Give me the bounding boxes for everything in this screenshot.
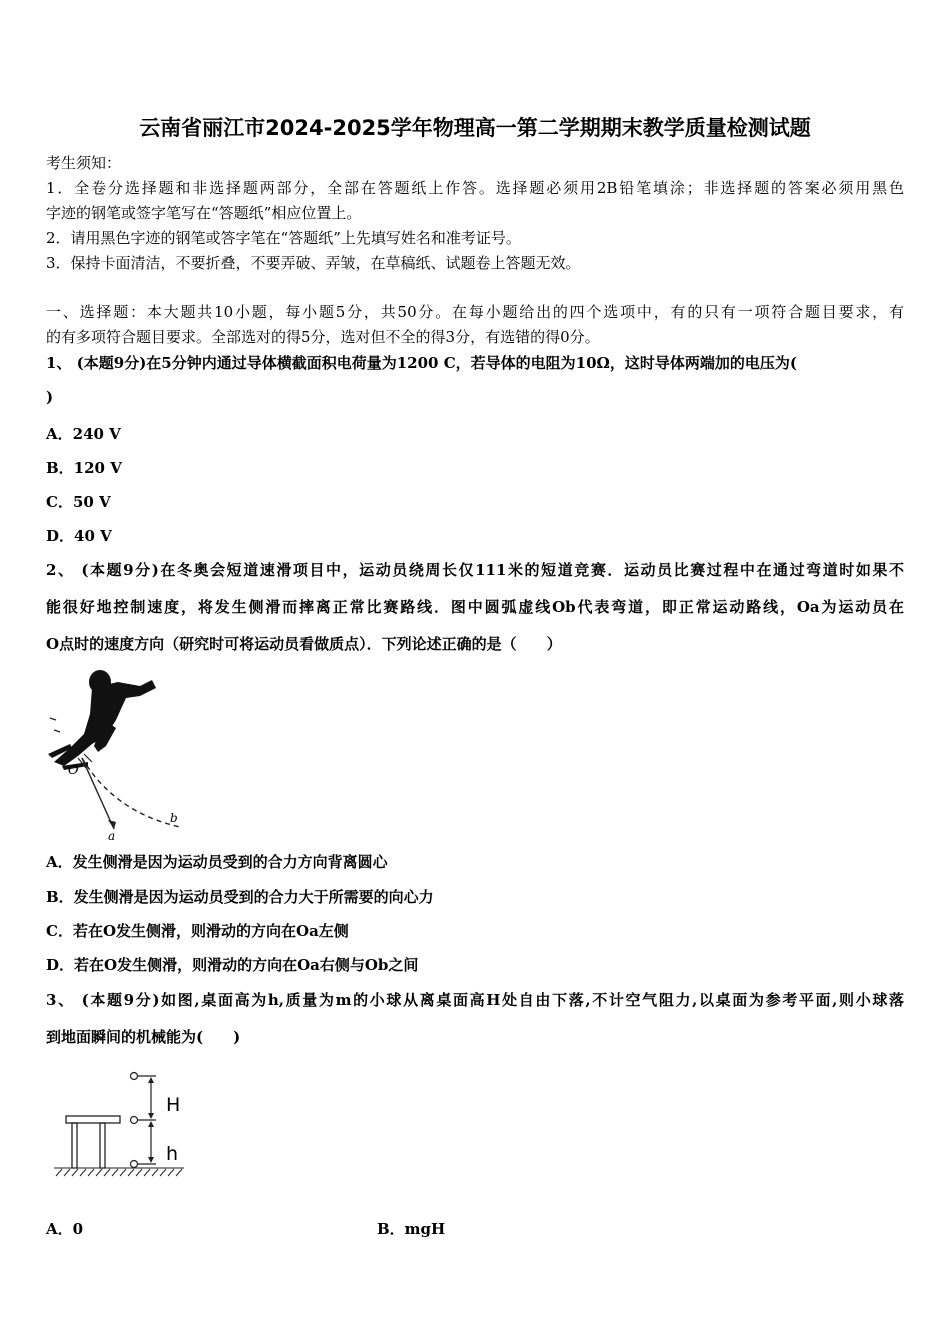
- q1-stem-line-2: ): [46, 388, 54, 406]
- q3-option-b: B．mgH: [377, 1220, 446, 1238]
- notice-heading: 考生须知：: [46, 154, 122, 172]
- arrowhead-icon: [108, 820, 116, 829]
- velocity-oa-arrow: [82, 758, 114, 829]
- height-h-lower-label: h: [166, 1143, 179, 1165]
- q1-option-b: B．120 V: [46, 459, 122, 477]
- q2-option-d: D．若在O发生侧滑，则滑动的方向在Oa右侧与Ob之间: [46, 956, 419, 974]
- q1-option-c: C．50 V: [46, 493, 111, 511]
- curve-ob-dashed: [82, 758, 180, 827]
- q2-option-b: B．发生侧滑是因为运动员受到的合力大于所需要的向心力: [46, 888, 434, 906]
- section-instructions-line-1: 一、选择题：本大题共10小题，每小题5分，共50分。在每小题给出的四个选项中，有的只有一项符合题目要求，有: [46, 303, 904, 321]
- point-a-label: a: [108, 829, 116, 842]
- point-b-label: b: [170, 811, 178, 825]
- skater-silhouette: [48, 670, 156, 770]
- page-title: 云南省丽江市2024-2025学年物理高一第二学期期末教学质量检测试题: [139, 116, 811, 140]
- q3-stem-line-2: 到地面瞬间的机械能为( ): [46, 1028, 241, 1046]
- q2-skater-figure: [44, 662, 189, 842]
- q2-option-c: C．若在O发生侧滑，则滑动的方向在Oa左侧: [46, 922, 349, 940]
- height-dimension-lines: [138, 1076, 156, 1164]
- q1-option-d: D．40 V: [46, 527, 112, 545]
- q2-stem-line-1: 2、 (本题9分)在冬奥会短道速滑项目中，运动员绕周长仅111米的短道竞赛．运动员比赛过程中在通过弯道时如果不: [46, 561, 904, 579]
- section-instructions-line-2: 的有多项符合题目要求。全部选对的得5分，选对但不全的得3分，有选错的得0分。: [46, 328, 600, 346]
- notice-item-1-line-2: 字迹的钢笔或签字笔写在“答题纸”相应位置上。: [46, 204, 362, 222]
- q1-option-a: A．240 V: [46, 425, 121, 443]
- q1-stem-line-1: 1、 (本题9分)在5分钟内通过导体横截面积电荷量为1200 C，若导体的电阻为10Ω，这时导体两端加的电压为(: [46, 354, 797, 372]
- notice-item-3: 3．保持卡面清洁，不要折叠，不要弄破、弄皱，在草稿纸、试题卷上答题无效。: [46, 254, 581, 272]
- q3-option-a: A．0: [46, 1220, 84, 1238]
- height-h-upper-label: H: [166, 1094, 181, 1116]
- point-o-label: O: [68, 763, 79, 778]
- q3-table-figure: [50, 1066, 190, 1181]
- ground-hatching: [54, 1168, 184, 1176]
- notice-item-1-line-1: 1．全卷分选择题和非选择题两部分，全部在答题纸上作答。选择题必须用2B铅笔填涂；非选择题的答案必须用黑色: [46, 179, 904, 197]
- q2-stem-line-3: O点时的速度方向（研究时可将运动员看做质点）．下列论述正确的是（ ）: [46, 635, 562, 653]
- table-shape: [66, 1116, 120, 1168]
- q2-option-a: A．发生侧滑是因为运动员受到的合力方向背离圆心: [46, 853, 388, 871]
- q2-stem-line-2: 能很好地控制速度，将发生侧滑而摔离正常比赛路线．图中圆弧虚线Ob代表弯道，即正常运动路线，Oa为运动员在: [46, 598, 904, 616]
- notice-item-2: 2．请用黑色字迹的钢笔或答字笔在“答题纸”上先填写姓名和准考证号。: [46, 229, 521, 247]
- q3-stem-line-1: 3、 (本题9分)如图,桌面高为h,质量为m的小球从离桌面高H处自由下落,不计空气阻力,以桌面为参考平面,则小球落: [46, 991, 904, 1009]
- ball-positions: [131, 1073, 138, 1168]
